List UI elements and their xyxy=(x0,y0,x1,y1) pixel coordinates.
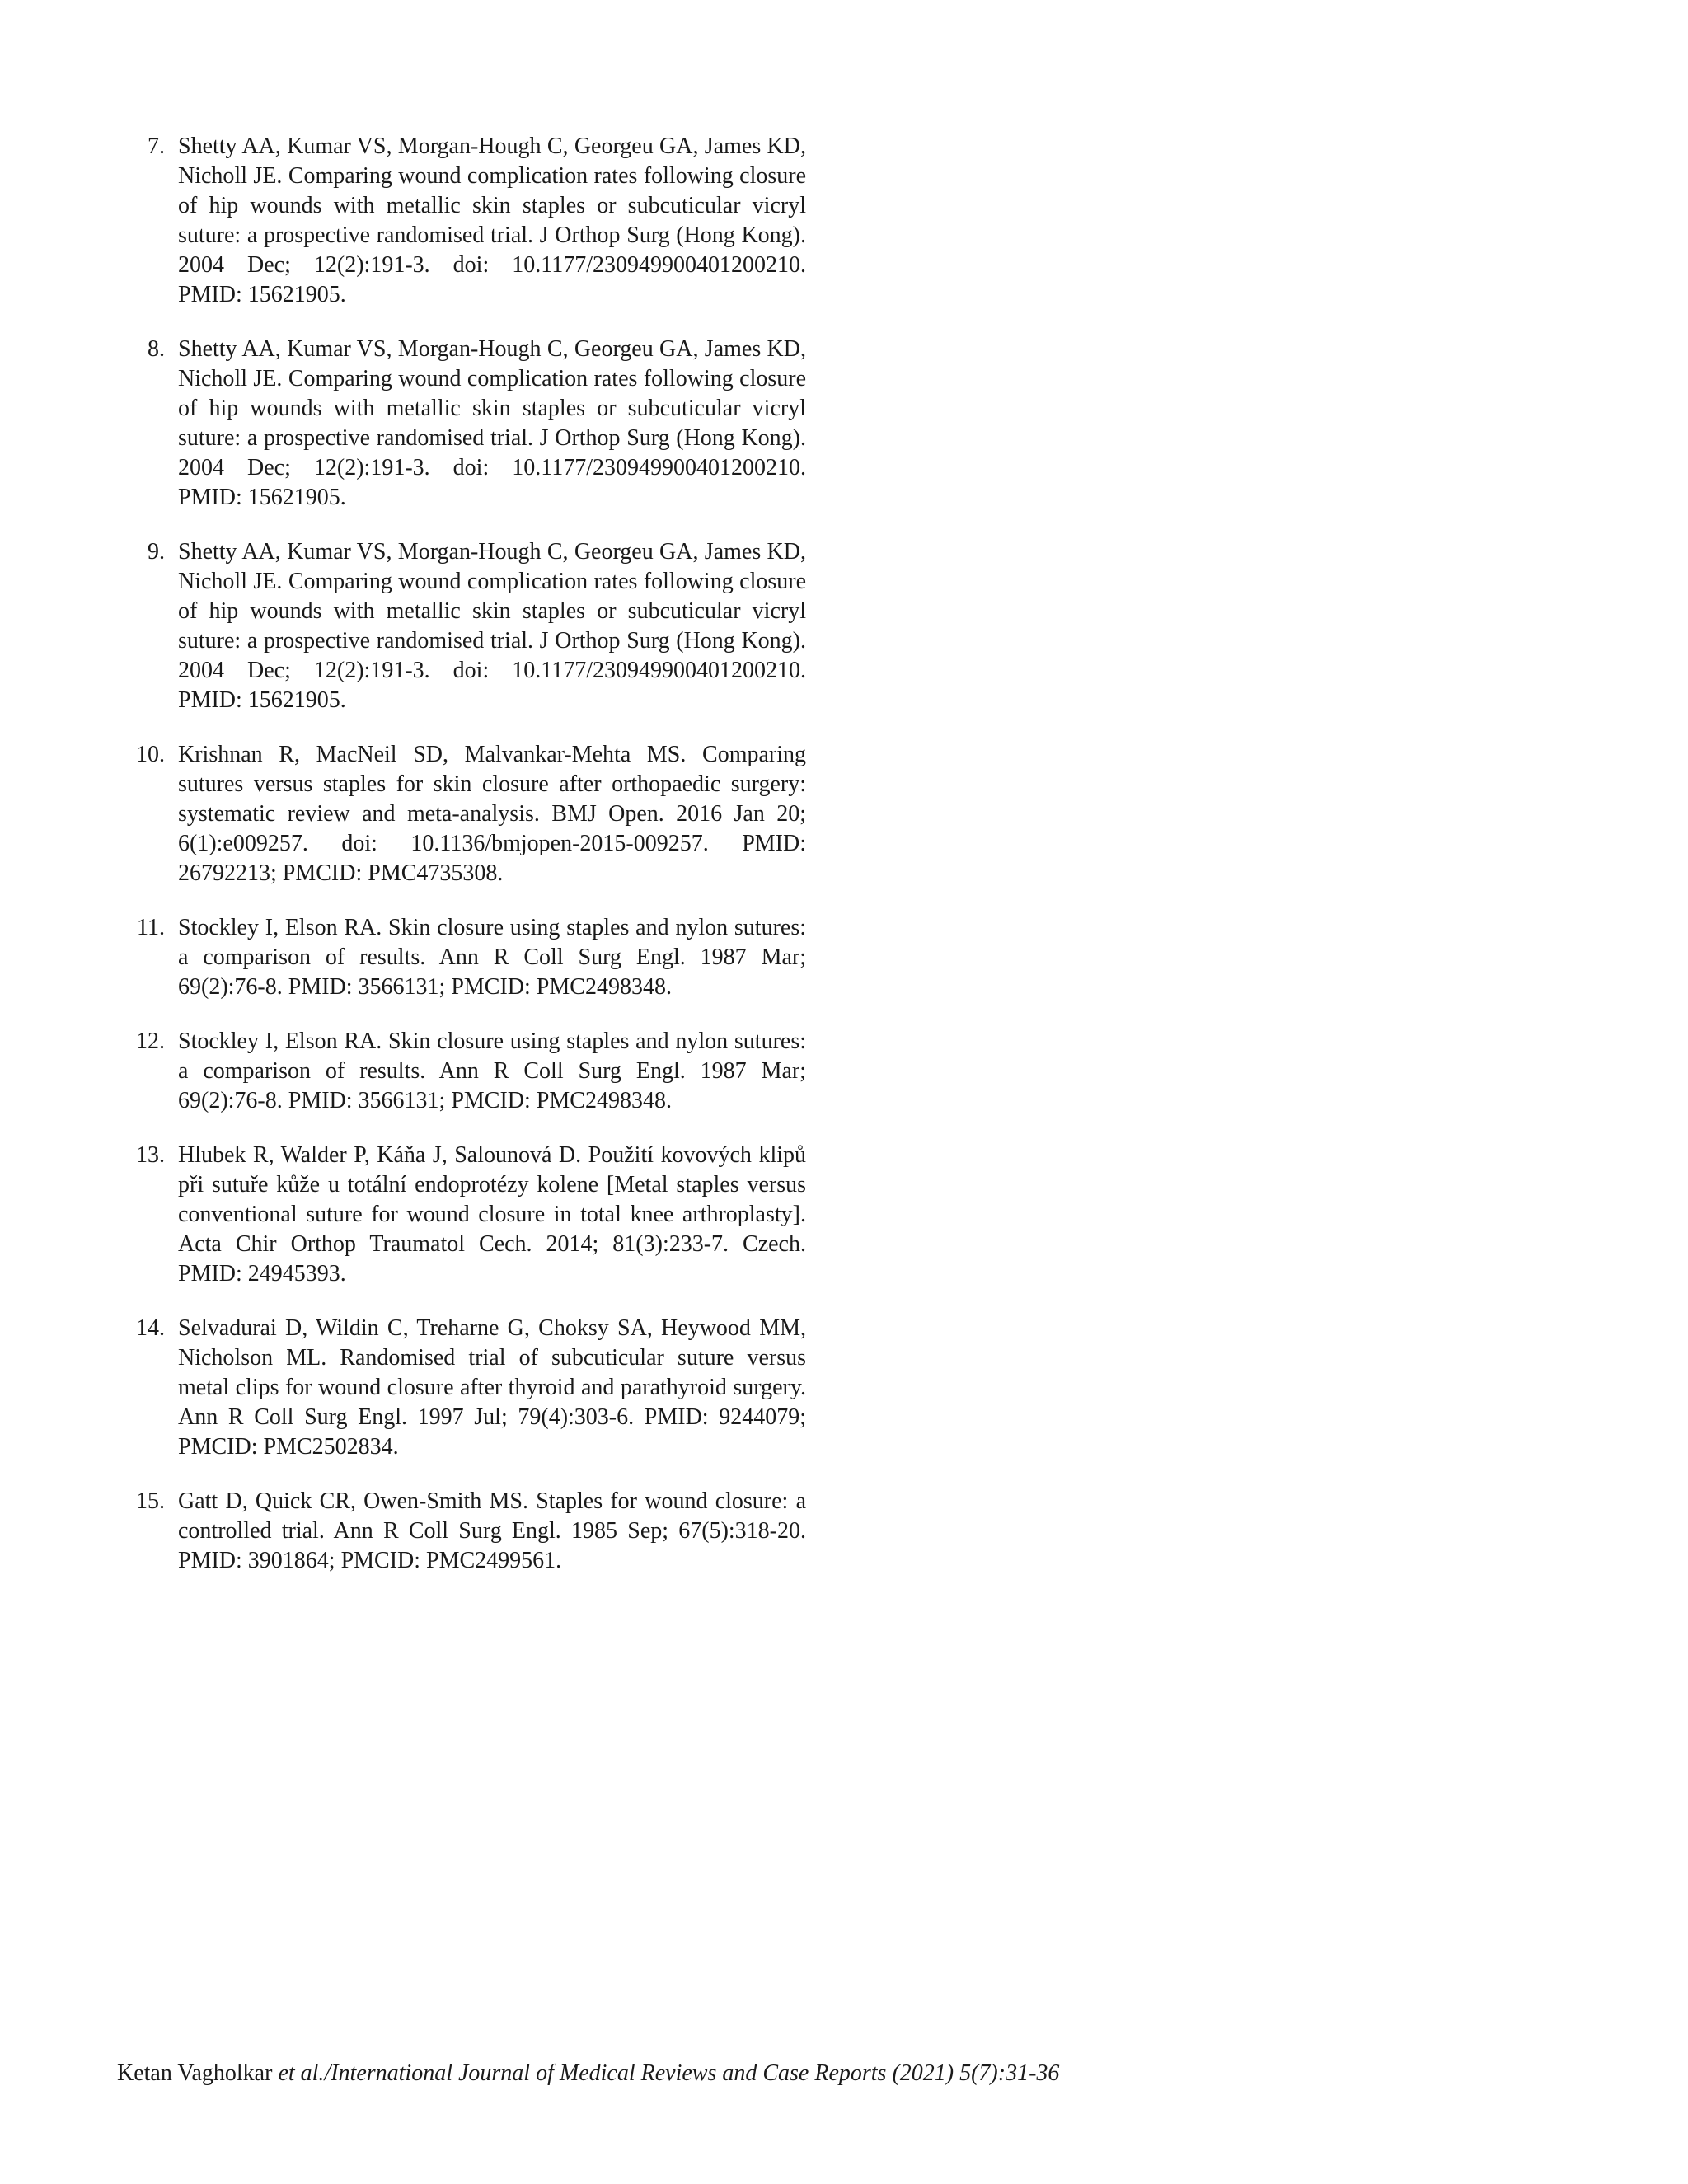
reference-item xyxy=(117,1314,806,1462)
reference-number: 8. xyxy=(148,336,165,362)
reference-text: Krishnan R, MacNeil SD, Malvankar-Mehta MS. Comparing sutures versus staples for skin closure after orthopaedic surgery: systematic review and meta-analysis. BMJ Open. 2016 Jan 20; 6(1):e009257. doi: 10.1136/bmjopen-2015-009257. PMID: 26792213; PMCID: PMC4735308. xyxy=(178,742,806,886)
reference-number: 7. xyxy=(148,134,165,159)
footer-journal-citation: /International Journal of Medical Reviews and Case Reports (2021) 5(7):31-36 xyxy=(324,2060,1060,2086)
reference-number: 13. xyxy=(136,1142,165,1168)
reference-list xyxy=(117,132,806,1601)
reference-item xyxy=(117,1027,806,1116)
reference-number: 14. xyxy=(136,1315,165,1341)
page-footer xyxy=(117,2059,1059,2088)
footer-author: Ketan Vagholkar xyxy=(117,2060,273,2086)
reference-number: 15. xyxy=(136,1488,165,1514)
reference-text: Hlubek R, Walder P, Káňa J, Salounová D. Použití kovových klipů při sutuře kůže u totální endoprotézy kolene [Metal staples versus conventional suture for wound closure in total knee arthroplasty]. Acta Chir Orthop Traumatol Cech. 2014; 81(3):233-7. Czech. PMID: 24945393. xyxy=(178,1142,806,1286)
reference-text: Shetty AA, Kumar VS, Morgan-Hough C, Georgeu GA, James KD, Nicholl JE. Comparing wound complication rates following closure of hip wounds with metallic skin staples or subcuticular vicryl suture: a prospective randomised trial. J Orthop Surg (Hong Kong). 2004 Dec; 12(2):191-3. doi: 10.1177/230949900401200210. PMID: 15621905. xyxy=(178,539,806,713)
reference-item xyxy=(117,537,806,715)
reference-item xyxy=(117,1141,806,1289)
reference-item xyxy=(117,132,806,310)
reference-item xyxy=(117,913,806,1002)
reference-text: Shetty AA, Kumar VS, Morgan-Hough C, Georgeu GA, James KD, Nicholl JE. Comparing wound complication rates following closure of hip wounds with metallic skin staples or subcuticular vicryl suture: a prospective randomised trial. J Orthop Surg (Hong Kong). 2004 Dec; 12(2):191-3. doi: 10.1177/230949900401200210. PMID: 15621905. xyxy=(178,134,806,307)
reference-text: Stockley I, Elson RA. Skin closure using staples and nylon sutures: a comparison of results. Ann R Coll Surg Engl. 1987 Mar; 69(2):76-8. PMID: 3566131; PMCID: PMC2498348. xyxy=(178,1029,806,1113)
reference-text: Shetty AA, Kumar VS, Morgan-Hough C, Georgeu GA, James KD, Nicholl JE. Comparing wound complication rates following closure of hip wounds with metallic skin staples or subcuticular vicryl suture: a prospective randomised trial. J Orthop Surg (Hong Kong). 2004 Dec; 12(2):191-3. doi: 10.1177/230949900401200210. PMID: 15621905. xyxy=(178,336,806,510)
reference-number: 10. xyxy=(136,742,165,767)
reference-number: 11. xyxy=(137,915,165,940)
reference-number: 12. xyxy=(136,1029,165,1054)
reference-item xyxy=(117,740,806,888)
footer-etal: et al. xyxy=(278,2060,325,2086)
reference-text: Gatt D, Quick CR, Owen-Smith MS. Staples for wound closure: a controlled trial. Ann R Coll Surg Engl. 1985 Sep; 67(5):318-20. PMID: 3901864; PMCID: PMC2499561. xyxy=(178,1488,806,1573)
reference-text: Selvadurai D, Wildin C, Treharne G, Choksy SA, Heywood MM, Nicholson ML. Randomised trial of subcuticular suture versus metal clips for wound closure after thyroid and parathyroid surgery. Ann R Coll Surg Engl. 1997 Jul; 79(4):303-6. PMID: 9244079; PMCID: PMC2502834. xyxy=(178,1315,806,1460)
reference-number: 9. xyxy=(148,539,165,565)
reference-item xyxy=(117,335,806,513)
reference-text: Stockley I, Elson RA. Skin closure using staples and nylon sutures: a comparison of results. Ann R Coll Surg Engl. 1987 Mar; 69(2):76-8. PMID: 3566131; PMCID: PMC2498348. xyxy=(178,915,806,1000)
reference-item xyxy=(117,1487,806,1576)
